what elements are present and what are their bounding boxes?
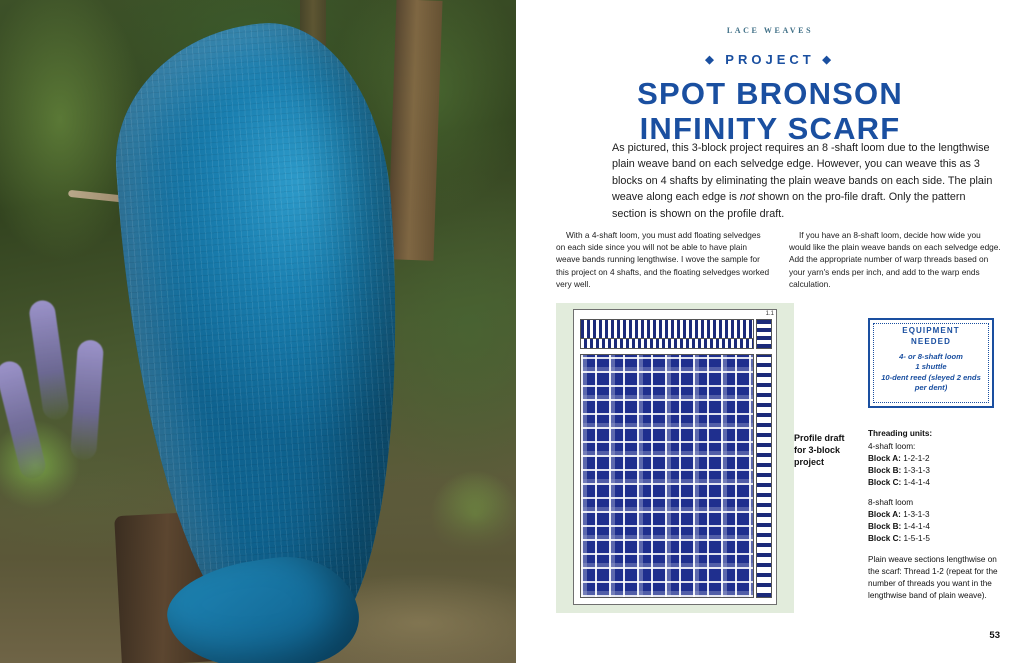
equipment-title-line-2: NEEDED — [911, 336, 951, 346]
block-value: 1-5-1-5 — [903, 534, 930, 544]
spacer — [868, 488, 1000, 497]
threading-row — [868, 533, 1000, 545]
intro-paragraph — [612, 140, 996, 222]
equipment-title-line-1: EQUIPMENT — [902, 326, 960, 335]
threading-loom8-label: 8-shaft loom — [868, 498, 914, 508]
equipment-item: 10-dent reed (sleyed 2 ends per dent) — [881, 372, 981, 393]
two-column-body — [556, 229, 1004, 290]
page-number: 53 — [989, 630, 1000, 641]
block-name: Block A: — [868, 510, 901, 520]
intro-part-2: shown on the pro-file draft. Only the pattern section is shown on the profile draft. — [612, 191, 966, 220]
profile-draft-figure — [556, 303, 794, 613]
draft-tieup — [756, 319, 772, 349]
draft-threading-row — [580, 319, 754, 339]
body-column-left: With a 4-shaft loom, you must add floating selvedges on each side since you will not be able to have plain weave bands running lengthwise. I wove the sample for this project on 4 shafts, and the floating selvedges worked very well. — [556, 230, 770, 289]
draft-caption: Profile draft for 3-block project — [794, 433, 845, 468]
equipment-item: 1 shuttle — [915, 362, 947, 372]
block-name: Block B: — [868, 522, 902, 532]
text-page — [516, 0, 1024, 663]
title-line-2: INFINITY SCARF — [639, 111, 901, 147]
equipment-item: 4- or 8-shaft loom — [899, 351, 963, 361]
tree-trunk-front — [387, 0, 442, 261]
threading-row — [868, 521, 1000, 533]
intro-part-1: As pictured, this 3-block project requires an 8 -shaft loom due to the lengthwise plain weave band on each selvedge edge. However, you can weave this as 3 blocks on 4 shafts by eliminating the plain weave bands on each side. The plain weave along each edge is — [612, 142, 993, 204]
draft-threading-row-2 — [580, 339, 754, 349]
threading-row — [868, 453, 1000, 465]
threading-units-section — [868, 428, 1000, 602]
block-value: 1-3-1-3 — [903, 510, 930, 520]
figure-number: 1.1 — [765, 311, 774, 317]
title-line-1: SPOT BRONSON — [637, 76, 903, 111]
running-head: LACE WEAVES — [726, 26, 814, 35]
draft-drawdown — [580, 354, 754, 598]
diamond-right-icon: ◆ — [822, 54, 835, 66]
threading-row — [868, 477, 1000, 489]
block-value: 1-2-1-2 — [903, 453, 930, 463]
block-name: Block C: — [868, 477, 902, 487]
equipment-needed-box — [868, 318, 994, 408]
page-title — [516, 76, 1024, 146]
body-column-right: If you have an 8-shaft loom, decide how wide you would like the plain weave bands on each selvedge edge. Add the appropriate number of warp threads based on your yarn's ends per inch, and add to the warp ends calculation. — [789, 230, 1001, 289]
threading-note: Plain weave sections lengthwise on the scarf: Thread 1-2 (repeat for the number of threads you want in the lengthwise band of plain weave). — [868, 555, 998, 600]
threading-loom4-label: 4-shaft loom: — [868, 441, 916, 451]
intro-emphasis: not — [739, 191, 755, 204]
project-label: PROJECT — [725, 52, 815, 67]
diamond-left-icon: ◆ — [705, 54, 718, 66]
block-name: Block A: — [868, 453, 901, 463]
block-name: Block C: — [868, 534, 902, 544]
block-value: 1-4-1-4 — [903, 477, 930, 487]
block-name: Block B: — [868, 465, 902, 475]
block-value: 1-3-1-3 — [903, 465, 930, 475]
draft-treadling — [756, 354, 772, 598]
equipment-title — [875, 326, 987, 348]
draft-grid — [573, 309, 777, 605]
block-value: 1-4-1-4 — [903, 522, 930, 532]
threading-row — [868, 465, 1000, 477]
threading-row — [868, 509, 1000, 521]
threading-heading: Threading units: — [868, 429, 933, 438]
project-eyebrow — [516, 52, 1024, 67]
